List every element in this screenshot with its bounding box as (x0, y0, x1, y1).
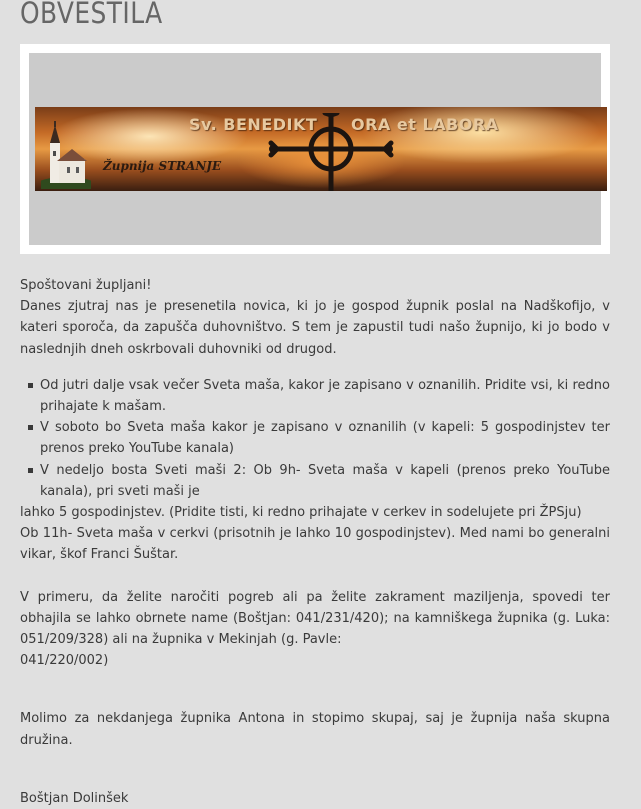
bullet-icon (28, 468, 33, 473)
list-item-text: V nedeljo bosta Sveti maši 2: Ob 9h- Sveta maša v kapeli (prenos preko YouTube kanala), pri sveti maši je (40, 462, 610, 499)
list-item (20, 417, 610, 459)
page-title: OBVESTILA (20, 0, 163, 30)
bullet-icon (28, 425, 33, 430)
sunday-11-mass: Ob 11h- Sveta maša v cerkvi (prisotnih je lahko 10 gospodinjstev). Med nami bo generalni vikar, škof Franci Šuštar. (20, 526, 610, 563)
list-item (20, 460, 610, 502)
church-icon (41, 121, 91, 189)
intro-paragraph: Danes zjutraj nas je presenetila novica, ki jo je gospod župnik poslal na Nadškofijo, v kateri sporoča, da zapušča duhovništvo. S tem je zapustil tudi našo župnijo, ki jo bodo v naslednjih dneh oskrbovali duhovniki od drugod. (20, 299, 610, 357)
announcement-body (20, 275, 610, 809)
list-item-text: Od jutri dalje vsak večer Sveta maša, kakor je zapisano v oznanilih. Pridite vsi, ki redno prihajate k mašam. (40, 377, 610, 415)
parish-name: Župnija STRANJE (103, 159, 222, 173)
bullet-icon (28, 383, 33, 388)
prayer-paragraph: Molimo za nekdanjega župnika Antona in stopimo skupaj, saj je župnija naša skupna družina. (20, 711, 610, 748)
cross-icon (267, 113, 395, 191)
list-item (20, 375, 610, 417)
list-item-text: V soboto bo Sveta maša kakor je zapisano v oznanilih (v kapeli: 5 gospodinjstev ter prenos preko YouTube kanala) (40, 420, 610, 457)
list-item-continuation: lahko 5 gospodinjstev. (Pridite tisti, ki redno prihajate v cerkev in sodelujete pri ŽPSju) (20, 505, 582, 521)
slogan-right: ORA et LABORA (351, 115, 499, 134)
banner (20, 44, 610, 254)
banner-image (35, 107, 607, 191)
schedule-list (20, 375, 610, 502)
funeral-phone: 041/220/002) (20, 653, 109, 669)
greeting: Spoštovani župljani! (20, 278, 152, 293)
slogan-left: Sv. BENEDIKT (189, 115, 318, 134)
signature: Boštjan Dolinšek (20, 790, 129, 806)
funeral-paragraph: V primeru, da želite naročiti pogreb ali pa želite zakrament maziljenja, spovedi ter obhajila se lahko obrnete name (Boštjan: 041/231/420); na kamniškega župnika (g. Luka: 051/209/328) ali na župnika v Mekinjah (g. Pavle: (20, 589, 610, 648)
